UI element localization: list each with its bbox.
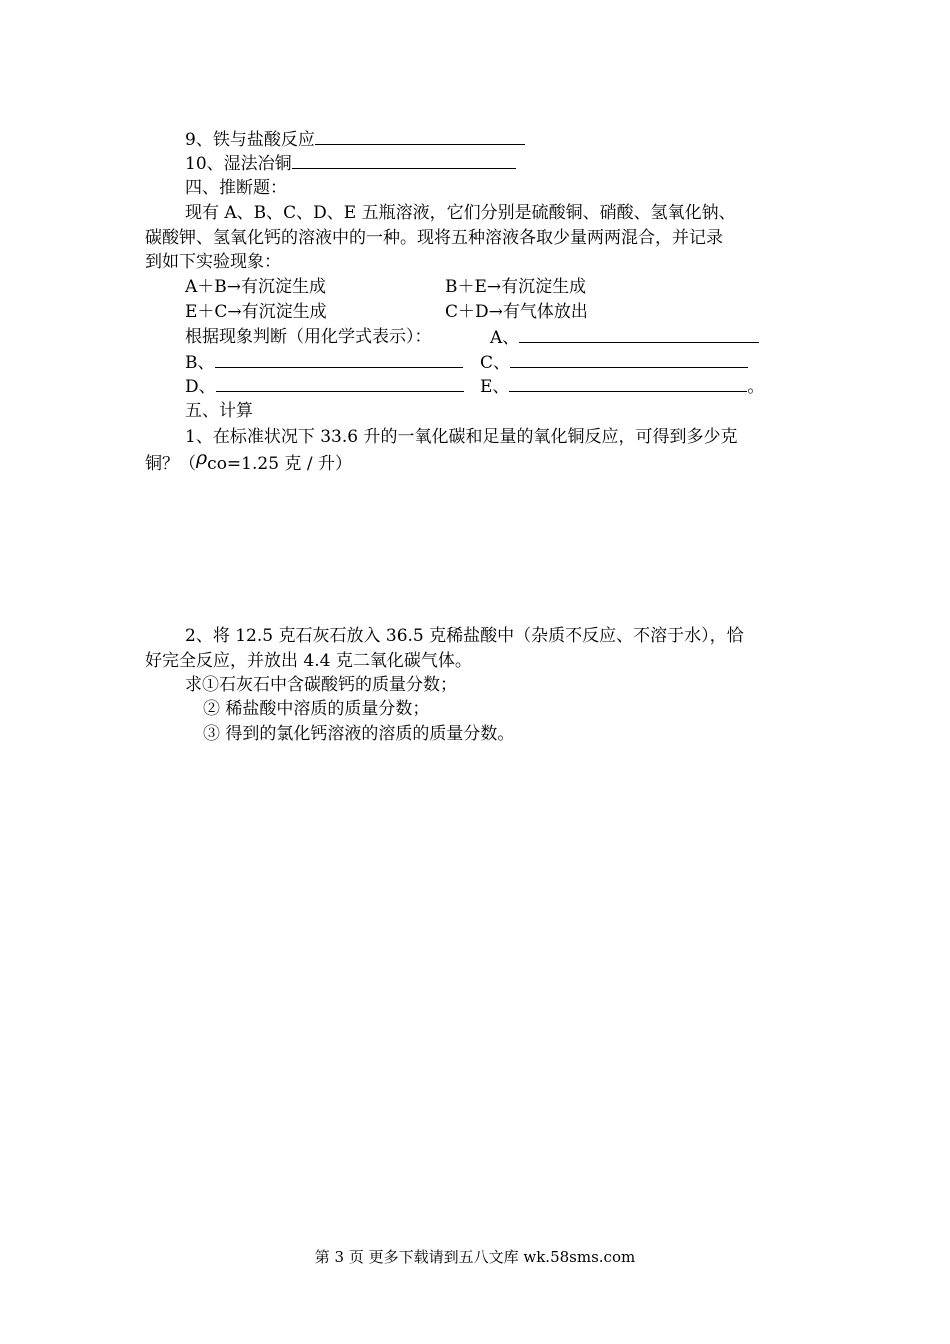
section-4-intro-line-2: 碳酸钾、氢氧化钙的溶液中的一种。现将五种溶液各取少量两两混合，并记录 bbox=[145, 228, 723, 248]
answer-d bbox=[185, 374, 464, 399]
calc-1-line-2 bbox=[145, 447, 352, 476]
answer-a bbox=[490, 325, 759, 350]
answer-blank bbox=[315, 127, 525, 145]
observation-cd: C＋D→有气体放出 bbox=[445, 302, 588, 322]
page-footer: 第 3 页 更多下载请到五八文库 wk.58sms.com bbox=[314, 1248, 636, 1266]
answer-c bbox=[480, 350, 748, 375]
observation-ec: E＋C→有沉淀生成 bbox=[185, 302, 327, 322]
period: 。 bbox=[747, 377, 765, 397]
question-10 bbox=[185, 151, 516, 176]
judge-prompt-text: 根据现象判断（用化学式表示）： bbox=[185, 327, 432, 347]
label-a: A、 bbox=[490, 328, 520, 348]
observation-ab: A＋B→有沉淀生成 bbox=[185, 277, 327, 297]
question-9 bbox=[185, 127, 525, 152]
label-e: E、 bbox=[480, 377, 510, 397]
answer-e bbox=[480, 374, 764, 399]
judge-prompt bbox=[185, 325, 432, 349]
calc-1-line-2-post: co=1.25 克 / 升） bbox=[207, 454, 352, 474]
answer-b bbox=[185, 350, 463, 375]
rho-symbol: ρ bbox=[196, 447, 208, 469]
label-d: D、 bbox=[185, 377, 216, 397]
section-4-title: 四、推断题： bbox=[185, 178, 287, 198]
answer-blank-c bbox=[510, 350, 748, 368]
calc-2-line-1: 2、将 12.5 克石灰石放入 36.5 克稀盐酸中（杂质不反应、不溶于水），恰 bbox=[185, 626, 744, 646]
calc-2-question-1: 求①石灰石中含碳酸钙的质量分数； bbox=[185, 675, 457, 695]
label-c: C、 bbox=[480, 353, 511, 373]
section-4-intro-line-3: 到如下实验现象： bbox=[145, 252, 281, 272]
section-4-intro-line-1: 现有 A、B、C、D、E 五瓶溶液，它们分别是硫酸铜、硝酸、氢氧化钠、 bbox=[185, 203, 736, 223]
answer-blank bbox=[292, 151, 516, 169]
calc-2-question-3: ③ 得到的氯化钙溶液的溶质的质量分数。 bbox=[203, 724, 515, 744]
section-5-title: 五、计算 bbox=[185, 401, 253, 421]
label-b: B、 bbox=[185, 353, 215, 373]
answer-blank-e bbox=[509, 374, 747, 392]
answer-blank-b bbox=[215, 350, 463, 368]
calc-2-line-2: 好完全反应，并放出 4.4 克二氧化碳气体。 bbox=[145, 651, 472, 671]
question-9-text: 9、铁与盐酸反应 bbox=[185, 130, 315, 150]
calc-2-question-2: ② 稀盐酸中溶质的质量分数； bbox=[203, 699, 430, 719]
observation-be: B＋E→有沉淀生成 bbox=[445, 277, 587, 297]
calc-1-line-1: 1、在标准状况下 33.6 升的一氧化碳和足量的氧化铜反应，可得到多少克 bbox=[185, 427, 738, 447]
calc-1-line-2-pre: 铜？（ bbox=[145, 454, 196, 474]
answer-blank-d bbox=[216, 374, 464, 392]
answer-blank-a bbox=[519, 325, 759, 343]
question-10-text: 10、湿法冶铜 bbox=[185, 154, 292, 174]
